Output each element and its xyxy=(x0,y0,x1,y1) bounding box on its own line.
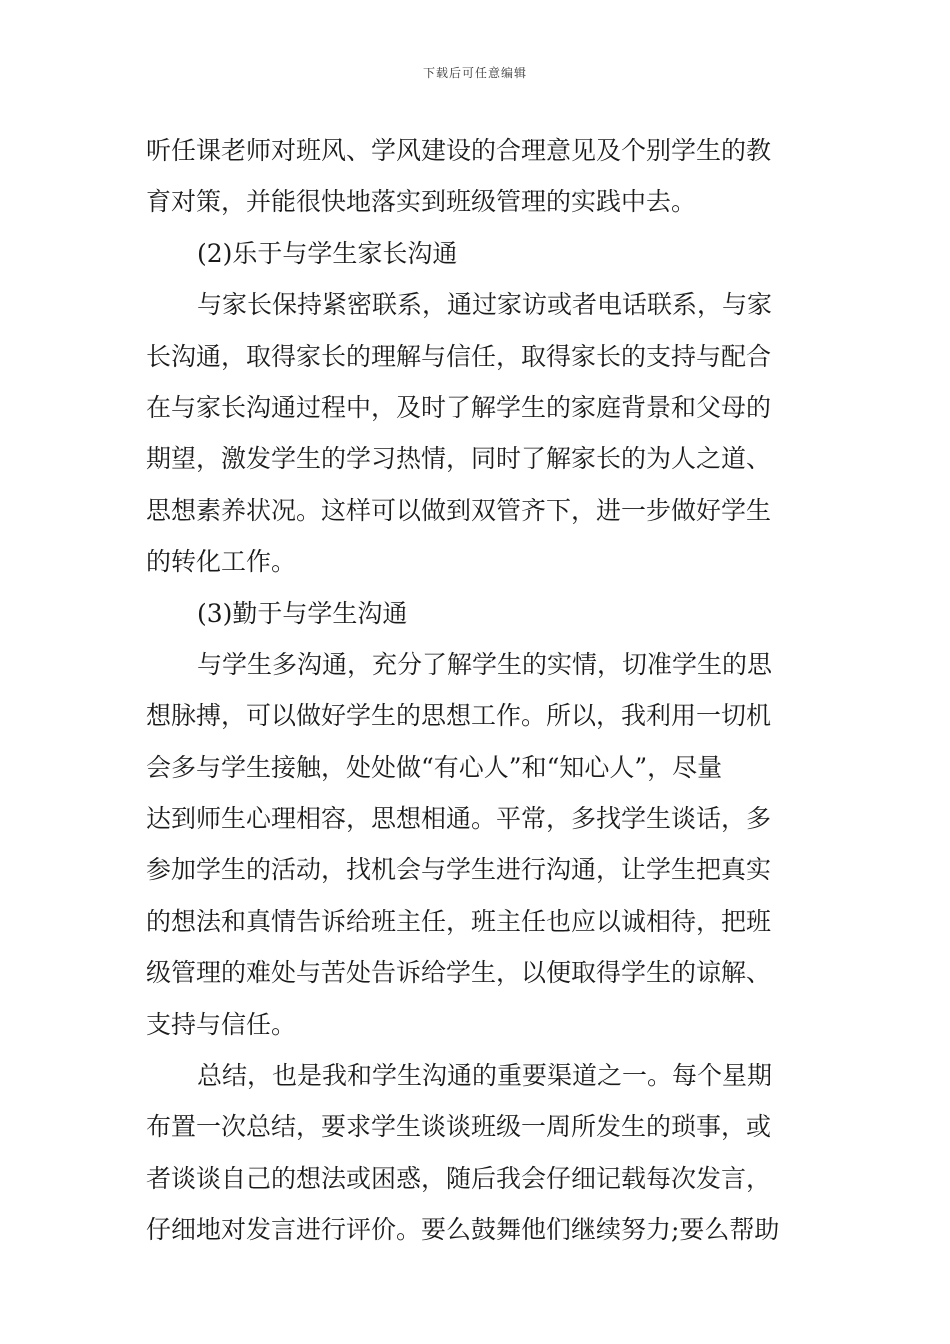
text-line: 的想法和真情告诉给班主任，班主任也应以诚相待，把班 xyxy=(146,906,772,936)
document-body xyxy=(146,125,810,1256)
text-line: 支持与信任。 xyxy=(146,1009,297,1039)
text-line: 想脉搏，可以做好学生的思想工作。所以，我利用一切机 xyxy=(146,701,772,731)
text-line: 布置一次总结，要求学生谈谈班级一周所发生的琐事，或 xyxy=(146,1112,772,1142)
text-line: 听任课老师对班风、学风建设的合理意见及个别学生的教 xyxy=(146,136,772,165)
text-line: 育对策，并能很快地落实到班级管理的实践中去。 xyxy=(146,187,697,217)
paragraph-start: 与学生多沟通，充分了解学生的实情，切准学生的思 xyxy=(197,649,773,679)
text-line: 者谈谈自己的想法或困惑，随后我会仔细记载每次发言， xyxy=(146,1163,772,1193)
text-line: 长沟通，取得家长的理解与信任，取得家长的支持与配合 xyxy=(146,341,772,371)
text-line: 达到师生心理相容，思想相通。平常，多找学生谈话，多 xyxy=(146,804,772,834)
text-line: 思想素养状况。这样可以做到双管齐下，进一步做好学生 xyxy=(146,495,772,525)
paragraph-start: 总结，也是我和学生沟通的重要渠道之一。每个星期 xyxy=(197,1061,773,1091)
text-line: 级管理的难处与苦处告诉给学生，以便取得学生的谅解、 xyxy=(146,958,772,988)
text-line: 在与家长沟通过程中，及时了解学生的家庭背景和父母的 xyxy=(146,392,772,422)
text-line: 参加学生的活动，找机会与学生进行沟通，让学生把真实 xyxy=(146,855,772,885)
text-line: 仔细地对发言进行评价。要么鼓舞他们继续努力;要么帮助 xyxy=(146,1215,780,1245)
section-heading: (3)勤于与学生沟通 xyxy=(197,598,408,628)
text-line: 的转化工作。 xyxy=(146,547,297,577)
paragraph-start: 与家长保持紧密联系，通过家访或者电话联系，与家 xyxy=(197,290,773,320)
section-heading: (2)乐于与学生家长沟通 xyxy=(197,238,458,268)
page-header-note: 下载后可任意编辑 xyxy=(422,66,527,80)
text-line: 会多与学生接触，处处做“有心人”和“知心人”，尽量 xyxy=(146,752,723,782)
text-line: 期望，激发学生的学习热情，同时了解家长的为人之道、 xyxy=(146,444,772,474)
